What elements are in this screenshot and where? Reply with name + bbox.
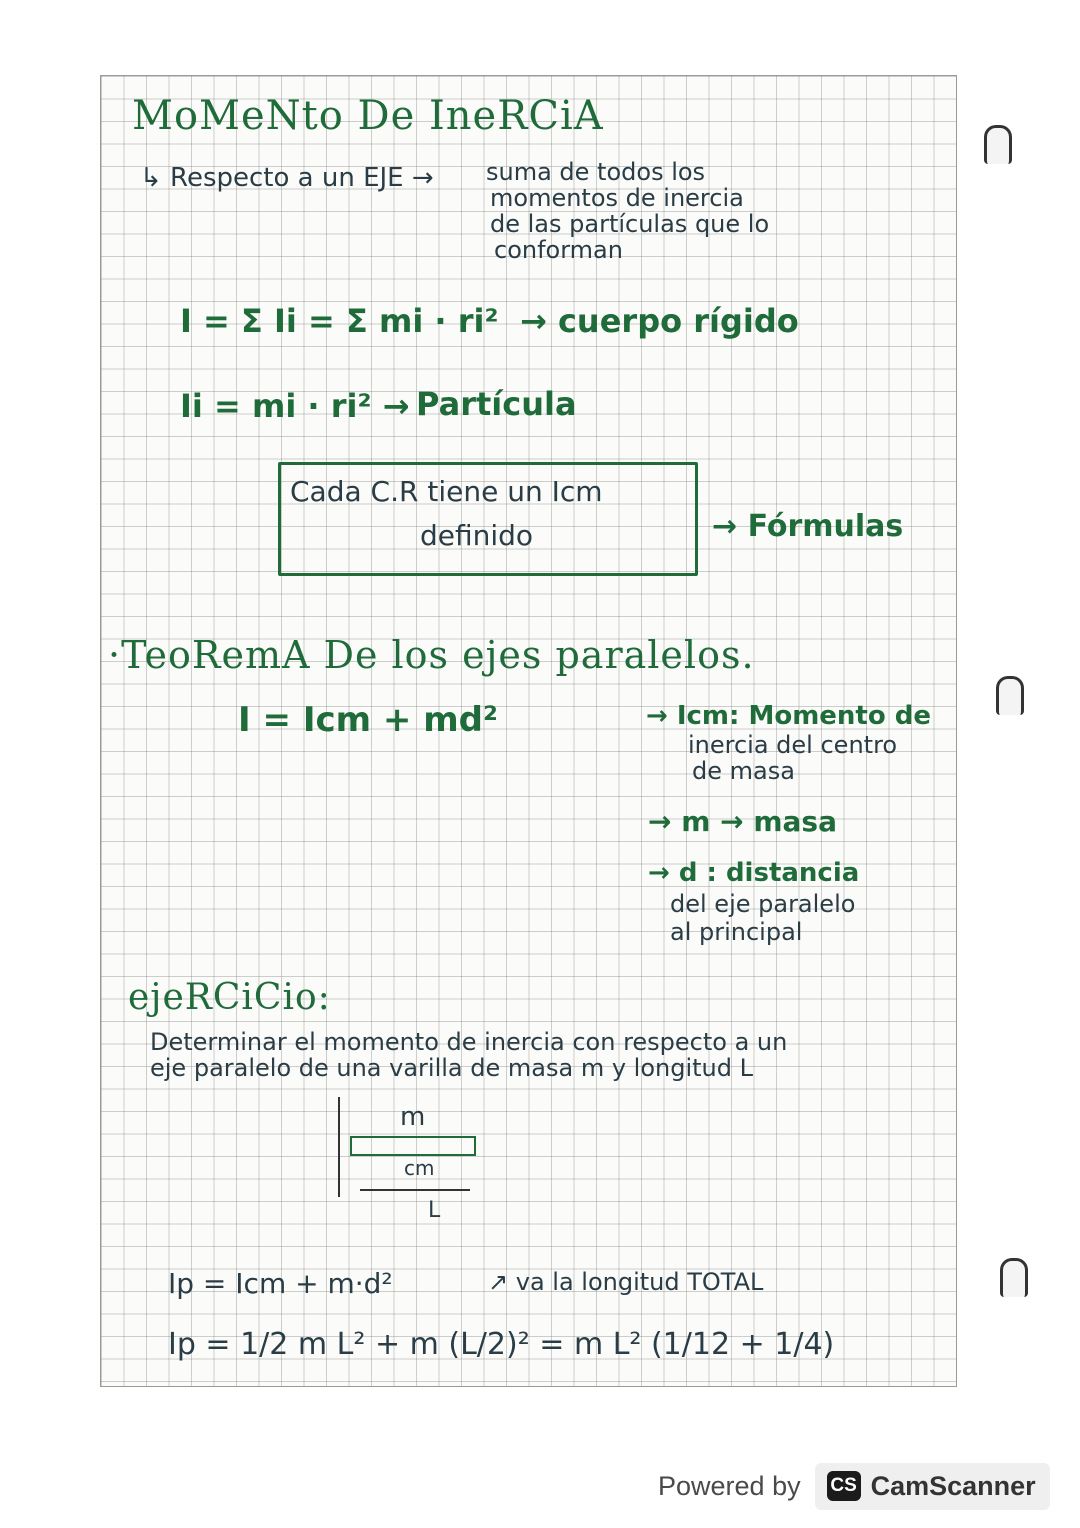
rotation-axis-line — [338, 1097, 340, 1197]
fig-mass-label: m — [400, 1102, 426, 1132]
formula-particle-label: Partícula — [416, 385, 577, 423]
scanner-watermark — [658, 1458, 1050, 1514]
page-title: MoMeNto De IneRCiA — [132, 93, 604, 139]
intro-line: conforman — [494, 236, 623, 264]
result-formula: Ip = Icm + m·d² — [168, 1267, 393, 1300]
binder-hole — [1000, 1258, 1028, 1297]
camscanner-brand: CamScanner — [870, 1470, 1036, 1501]
theorem-formula: I = Icm + md² — [238, 700, 498, 740]
intro-line: momentos de inercia — [490, 184, 744, 212]
result-note: ↗ va la longitud TOTAL — [488, 1268, 764, 1296]
definition-icm: de masa — [692, 757, 795, 785]
fig-cm-label: cm — [404, 1156, 435, 1180]
theorem-title: ·TeoRemA De los ejes paralelos. — [108, 633, 755, 677]
definition-icm: → Icm: Momento de — [646, 701, 932, 731]
formula-particle: Ii = mi · ri² → — [180, 387, 410, 425]
box-line: Cada C.R tiene un Icm — [290, 475, 603, 508]
camscanner-badge — [815, 1463, 1050, 1510]
fig-length-label: L — [428, 1198, 441, 1223]
formulas-label: → Fórmulas — [712, 509, 904, 544]
box-line: definido — [420, 519, 534, 552]
intro-line: suma de todos los — [486, 158, 706, 186]
definition-icm: inercia del centro — [688, 731, 898, 759]
definition-d: del eje paralelo — [670, 890, 856, 918]
intro-label: ↳ Respecto a un EJE → — [140, 163, 434, 193]
definition-d: al principal — [670, 918, 803, 946]
rod-figure — [350, 1136, 476, 1156]
result-formula: Ip = 1/2 m L² + m (L/2)² = m L² (1/12 + 1/4) — [168, 1327, 835, 1362]
powered-by-text: Powered by — [658, 1470, 801, 1501]
camscanner-logo: CS — [827, 1471, 861, 1501]
formula-rigid-body-label: → cuerpo rígido — [520, 302, 799, 340]
length-dimension-line — [360, 1189, 470, 1191]
exercise-title: ejeRCiCio: — [128, 977, 331, 1018]
definition-d: → d : distancia — [648, 858, 860, 888]
binder-hole — [984, 125, 1012, 164]
exercise-text: Determinar el momento de inercia con respecto a un — [150, 1028, 788, 1056]
formula-rigid-body: I = Σ Ii = Σ mi · ri² — [180, 302, 499, 340]
exercise-text: eje paralelo de una varilla de masa m y longitud L — [150, 1054, 753, 1082]
definition-m: → m → masa — [648, 805, 837, 838]
binder-hole — [996, 676, 1024, 715]
intro-line: de las partículas que lo — [490, 210, 770, 238]
